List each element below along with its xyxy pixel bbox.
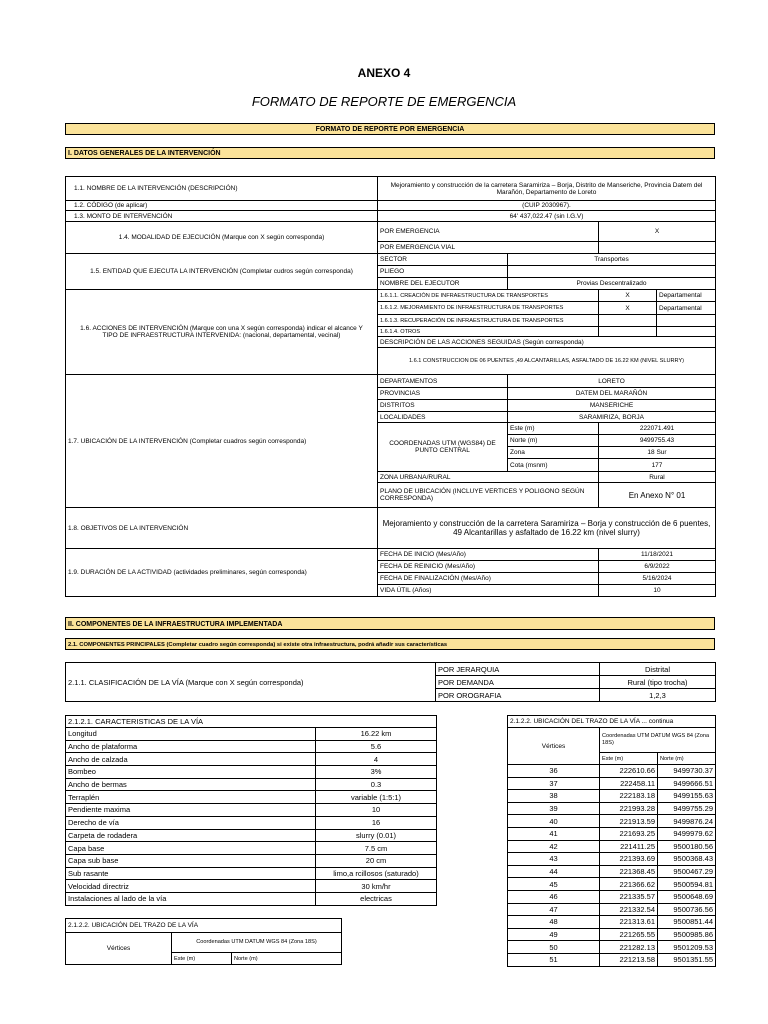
demand-value: Rural (tipo trocha) [600, 676, 716, 689]
vertex-east: 221335.57 [600, 890, 658, 903]
vertex-row [508, 903, 716, 916]
hierarchy-label: POR JERARQUIA [436, 663, 600, 676]
characteristic-value: 4 [316, 753, 437, 766]
vertex-north: 9500180.56 [658, 840, 716, 853]
characteristic-value: 10 [316, 804, 437, 817]
vertex-row [508, 802, 716, 815]
vertex-row [508, 916, 716, 929]
classification-table [65, 662, 716, 702]
characteristic-row [66, 804, 437, 817]
intervention-name-value: Mejoramiento y construcción de la carretera Saramiriza – Borja, Distrito de Manseriche, Provincia Datem del Marañón, Departamento de Loreto [378, 177, 716, 201]
characteristic-label: Sub rasante [66, 867, 316, 880]
characteristic-value: variable (1:5:1) [316, 791, 437, 804]
vertex-row [508, 827, 716, 840]
vertex-row [508, 928, 716, 941]
vertex-number: 46 [508, 890, 600, 903]
action-others-mark [599, 327, 657, 337]
vertex-east: 221693.25 [600, 827, 658, 840]
urban-rural-value: Rural [599, 472, 716, 483]
vertex-north: 9499979.62 [658, 827, 716, 840]
vertex-number: 41 [508, 827, 600, 840]
north-col-label: Norte (m) [232, 953, 342, 965]
vertex-row [508, 790, 716, 803]
east-col-label: Este (m) [172, 953, 232, 965]
district-label: DISTRITOS [378, 400, 508, 412]
characteristic-label: Bombeo [66, 766, 316, 779]
section-2-header: II. COMPONENTES DE LA INFRAESTRUCTURA IMPLEMENTADA [65, 617, 715, 630]
vertex-east: 221368.45 [600, 865, 658, 878]
entity-label: 1.5. ENTIDAD QUE EJECUTA LA INTERVENCIÓN (Completar cudros según corresponda) [66, 254, 378, 290]
sector-label: SECTOR [378, 254, 508, 266]
orography-value: 1,2,3 [600, 689, 716, 702]
vertex-north: 9500648.69 [658, 890, 716, 903]
vertex-north: 9499155.63 [658, 790, 716, 803]
characteristic-label: Capa base [66, 842, 316, 855]
vertex-east: 221393.69 [600, 853, 658, 866]
vertex-east: 222458.11 [600, 777, 658, 790]
vertex-number: 36 [508, 765, 600, 778]
executor-value: Provias Descentralizado [508, 278, 716, 290]
action-improvement-mark: X [599, 302, 657, 315]
useful-life-label: VIDA ÚTIL (Años) [378, 585, 599, 597]
vertex-north: 9499755.29 [658, 802, 716, 815]
characteristic-value: 16.22 km [316, 728, 437, 741]
sector-value: Transportes [508, 254, 716, 266]
vertex-number: 39 [508, 802, 600, 815]
characteristic-value: electricas [316, 892, 437, 905]
vertex-east: 221913.59 [600, 815, 658, 828]
action-others: 1.6.1.4. OTROS [378, 327, 599, 337]
vertex-north: 9500736.56 [658, 903, 716, 916]
objectives-value: Mejoramiento y construcción de la carretera Saramiriza – Borja y construcción de 6 puentes, 49 Alcantarillas y asfaltado de 16.22 km (nivel slurry) [378, 508, 716, 549]
vertex-number: 43 [508, 853, 600, 866]
vertex-east: 221265.55 [600, 928, 658, 941]
vertex-east: 221282.13 [600, 941, 658, 954]
characteristic-label: Ancho de bermas [66, 778, 316, 791]
vertex-number: 45 [508, 878, 600, 891]
characteristic-label: Longitud [66, 728, 316, 741]
characteristic-label: Instalaciones al lado de la vía [66, 892, 316, 905]
document-title: FORMATO DE REPORTE DE EMERGENCIA [251, 94, 517, 109]
actions-desc-value: 1.6.1 CONSTRUCCION DE 06 PUENTES ,49 ALCANTARILLAS, ASFALTADO DE 16.22 KM (NIVEL SLURRY) [378, 348, 716, 375]
vertex-east: 221993.28 [600, 802, 658, 815]
vertex-north: 9499666.51 [658, 777, 716, 790]
characteristic-label: Carpeta de rodadera [66, 829, 316, 842]
department-value: LORETO [508, 375, 716, 388]
form-banner: FORMATO DE REPORTE POR EMERGENCIA [65, 123, 715, 135]
characteristic-value: 30 km/hr [316, 880, 437, 893]
vertex-north: 9499730.37 [658, 765, 716, 778]
start-date-label: FECHA DE INICIO (Mes/Año) [378, 549, 599, 561]
vertex-number: 42 [508, 840, 600, 853]
useful-life-value: 10 [599, 585, 716, 597]
characteristic-row [66, 867, 437, 880]
executor-label: NOMBRE DEL EJECUTOR [378, 278, 508, 290]
characteristic-value: 20 cm [316, 854, 437, 867]
hierarchy-value: Distrital [600, 663, 716, 676]
zone-value: 18 Sur [599, 447, 716, 459]
road-characteristics-table [65, 715, 437, 906]
department-label: DEPARTAMENTOS [378, 375, 508, 388]
vertex-north: 9500467.29 [658, 865, 716, 878]
characteristic-label: Velocidad directriz [66, 880, 316, 893]
vertex-number: 51 [508, 953, 600, 966]
restart-date-value: 6/9/2022 [599, 561, 716, 573]
intervention-name-label: 1.1. NOMBRE DE LA INTERVENCIÓN (DESCRIPCIÓN) [66, 177, 378, 201]
start-date-value: 11/18/2021 [599, 549, 716, 561]
province-label: PROVINCIAS [378, 388, 508, 400]
vertex-row [508, 840, 716, 853]
vertex-north: 9500594.81 [658, 878, 716, 891]
coords-label: COORDENADAS UTM (WGS84) DE PUNTO CENTRAL [378, 423, 508, 472]
continued-north-label: Norte (m) [658, 753, 716, 765]
vertices-label: Vértices [66, 933, 172, 965]
action-recovery: 1.6.1.3. RECUPERACIÓN DE INFRAESTRUCTURA DE TRANSPORTES [378, 315, 599, 327]
characteristic-value: 0.3 [316, 778, 437, 791]
action-creation: 1.6.1.1. CREACIÓN DE INFRAESTRUCTURA DE TRANSPORTES [378, 290, 599, 302]
vertex-number: 50 [508, 941, 600, 954]
vertex-row [508, 953, 716, 966]
elevation-value: 177 [599, 459, 716, 472]
demand-label: POR DEMANDA [436, 676, 600, 689]
vertex-row [508, 890, 716, 903]
action-improvement-scope: Departamental [657, 302, 716, 315]
characteristic-value: slurry (0.01) [316, 829, 437, 842]
continued-utm-label: Coordenadas UTM DATUM WGS 84 (Zona 18S) [600, 728, 716, 753]
route-location-table [65, 918, 342, 965]
characteristic-row [66, 816, 437, 829]
end-date-value: 5/16/2024 [599, 573, 716, 585]
characteristic-label: Capa sub base [66, 854, 316, 867]
characteristic-label: Ancho de calzada [66, 753, 316, 766]
vertex-number: 47 [508, 903, 600, 916]
characteristic-row [66, 740, 437, 753]
characteristic-row [66, 766, 437, 779]
characteristic-label: Pendiente maxima [66, 804, 316, 817]
characteristic-row [66, 791, 437, 804]
east-value: 222071.491 [599, 423, 716, 435]
east-label: Este (m) [508, 423, 599, 435]
duration-label: 1.9. DURACIÓN DE LA ACTIVIDAD (actividades preliminares, según corresponda) [66, 549, 378, 597]
north-value: 9499755.43 [599, 435, 716, 447]
vertex-north: 9500985.86 [658, 928, 716, 941]
annex-title: ANEXO 4 [357, 66, 411, 80]
code-value: (CUIP 2030967). [378, 201, 716, 211]
amount-value: 64' 437,022.47 (sin I.G.V) [378, 211, 716, 222]
mode-emergency-vial-mark [599, 242, 716, 254]
action-others-scope [657, 327, 716, 337]
plan-label: PLANO DE UBICACIÓN (INCLUYE VERTICES Y POLIGONO SEGÚN CORRESPONDA) [378, 483, 599, 508]
vertex-number: 40 [508, 815, 600, 828]
mode-emergency-mark: X [599, 222, 716, 242]
vertex-north: 9499876.24 [658, 815, 716, 828]
north-label: Norte (m) [508, 435, 599, 447]
actions-label: 1.6. ACCIONES DE INTERVENCIÓN (Marque con una X según corresponda) indicar el alcance Y TIPO DE INFRAESTRUCTURA INTERVENIDA: (nacional, departamental, vecinal) [66, 290, 378, 375]
pliego-value [508, 266, 716, 278]
general-data-table [65, 176, 716, 597]
characteristic-row [66, 892, 437, 905]
vertex-row [508, 777, 716, 790]
vertex-row [508, 941, 716, 954]
objectives-label: 1.8. OBJETIVOS DE LA INTERVENCIÓN [66, 508, 378, 549]
characteristic-row [66, 728, 437, 741]
section-1-header: I. DATOS GENERALES DE LA INTERVENCIÓN [65, 147, 715, 159]
locality-value: SARAMIRIZA, BORJA [508, 412, 716, 423]
vertex-east: 221213.58 [600, 953, 658, 966]
execution-mode-label: 1.4. MODALIDAD DE EJECUCIÓN (Marque con X según corresponda) [66, 222, 378, 254]
vertex-number: 37 [508, 777, 600, 790]
characteristic-row [66, 829, 437, 842]
characteristic-value: 5.6 [316, 740, 437, 753]
vertex-north: 9500851.44 [658, 916, 716, 929]
mode-emergency: POR EMERGENCIA [378, 222, 599, 242]
characteristic-value: 16 [316, 816, 437, 829]
action-creation-mark: X [599, 290, 657, 302]
action-recovery-scope [657, 315, 716, 327]
route-location-title: 2.1.2.2. UBICACIÓN DEL TRAZO DE LA VÍA [66, 919, 342, 933]
characteristic-row [66, 778, 437, 791]
location-label: 1.7. UBICACIÓN DE LA INTERVENCIÓN (Completar cuadros según corresponda) [66, 375, 378, 508]
continued-vertices-label: Vértices [508, 728, 600, 765]
vertex-north: 9501209.53 [658, 941, 716, 954]
vertex-number: 44 [508, 865, 600, 878]
province-value: DATEM DEL MARAÑÓN [508, 388, 716, 400]
characteristic-label: Ancho de plataforma [66, 740, 316, 753]
vertex-east: 221411.25 [600, 840, 658, 853]
actions-desc-label: DESCRIPCIÓN DE LAS ACCIONES SEGUIDAS (Según corresponda) [378, 337, 716, 348]
characteristic-label: Terraplén [66, 791, 316, 804]
vertex-row [508, 765, 716, 778]
zone-label: Zona [508, 447, 599, 459]
orography-label: POR OROGRAFIA [436, 689, 600, 702]
vertex-east: 221366.62 [600, 878, 658, 891]
pliego-label: PLIEGO [378, 266, 508, 278]
locality-label: LOCALIDADES [378, 412, 508, 423]
route-continued-title: 2.1.2.2. UBICACIÓN DEL TRAZO DE LA VÍA ... continua [508, 716, 716, 728]
characteristic-row [66, 880, 437, 893]
continued-east-label: Este (m) [600, 753, 658, 765]
vertex-row [508, 815, 716, 828]
action-improvement: 1.6.1.2. MEJORAMIENTO DE INFRAESTRUCTURA DE TRANSPORTES [378, 302, 599, 315]
vertex-row [508, 853, 716, 866]
vertex-east: 221313.61 [600, 916, 658, 929]
action-recovery-mark [599, 315, 657, 327]
action-creation-scope: Departamental [657, 290, 716, 302]
elevation-label: Cota (msnm) [508, 459, 599, 472]
characteristic-row [66, 753, 437, 766]
plan-value: En Anexo N° 01 [599, 483, 716, 508]
characteristic-label: Derecho de vía [66, 816, 316, 829]
vertex-east: 222183.18 [600, 790, 658, 803]
characteristic-row [66, 842, 437, 855]
characteristics-title: 2.1.2.1. CARACTERISTICAS DE LA VÍA [66, 716, 437, 728]
characteristic-value: limo,a rcillosos (saturado) [316, 867, 437, 880]
urban-rural-label: ZONA URBANA/RURAL [378, 472, 599, 483]
code-label: 1.2. CÓDIGO (de aplicar) [66, 201, 378, 211]
characteristic-value: 3% [316, 766, 437, 779]
district-value: MANSERICHE [508, 400, 716, 412]
vertex-number: 49 [508, 928, 600, 941]
vertex-number: 48 [508, 916, 600, 929]
mode-emergency-vial: POR EMERGENCIA VIAL [378, 242, 599, 254]
characteristic-value: 7.5 cm [316, 842, 437, 855]
vertex-number: 38 [508, 790, 600, 803]
vertex-east: 221332.54 [600, 903, 658, 916]
vertex-north: 9501351.55 [658, 953, 716, 966]
section-2-1-header: 2.1. COMPONENTES PRINCIPALES (Completar cuadro según corresponda) si existe otra infraestructura, podrá añadir sus características [65, 638, 715, 650]
utm-coords-label: Coordenadas UTM DATUM WGS 84 (Zona 18S) [172, 933, 342, 953]
vertex-north: 9500368.43 [658, 853, 716, 866]
amount-label: 1.3. MONTO DE INTERVENCIÓN [66, 211, 378, 222]
end-date-label: FECHA DE FINALIZACIÓN (Mes/Año) [378, 573, 599, 585]
characteristic-row [66, 854, 437, 867]
vertex-east: 222610.66 [600, 765, 658, 778]
restart-date-label: FECHA DE REINICIO (Mes/Año) [378, 561, 599, 573]
route-location-continued-table [507, 715, 716, 967]
classification-label: 2.1.1. CLASIFICACIÓN DE LA VÍA (Marque con X según corresponda) [66, 663, 436, 702]
vertex-row [508, 878, 716, 891]
vertex-row [508, 865, 716, 878]
